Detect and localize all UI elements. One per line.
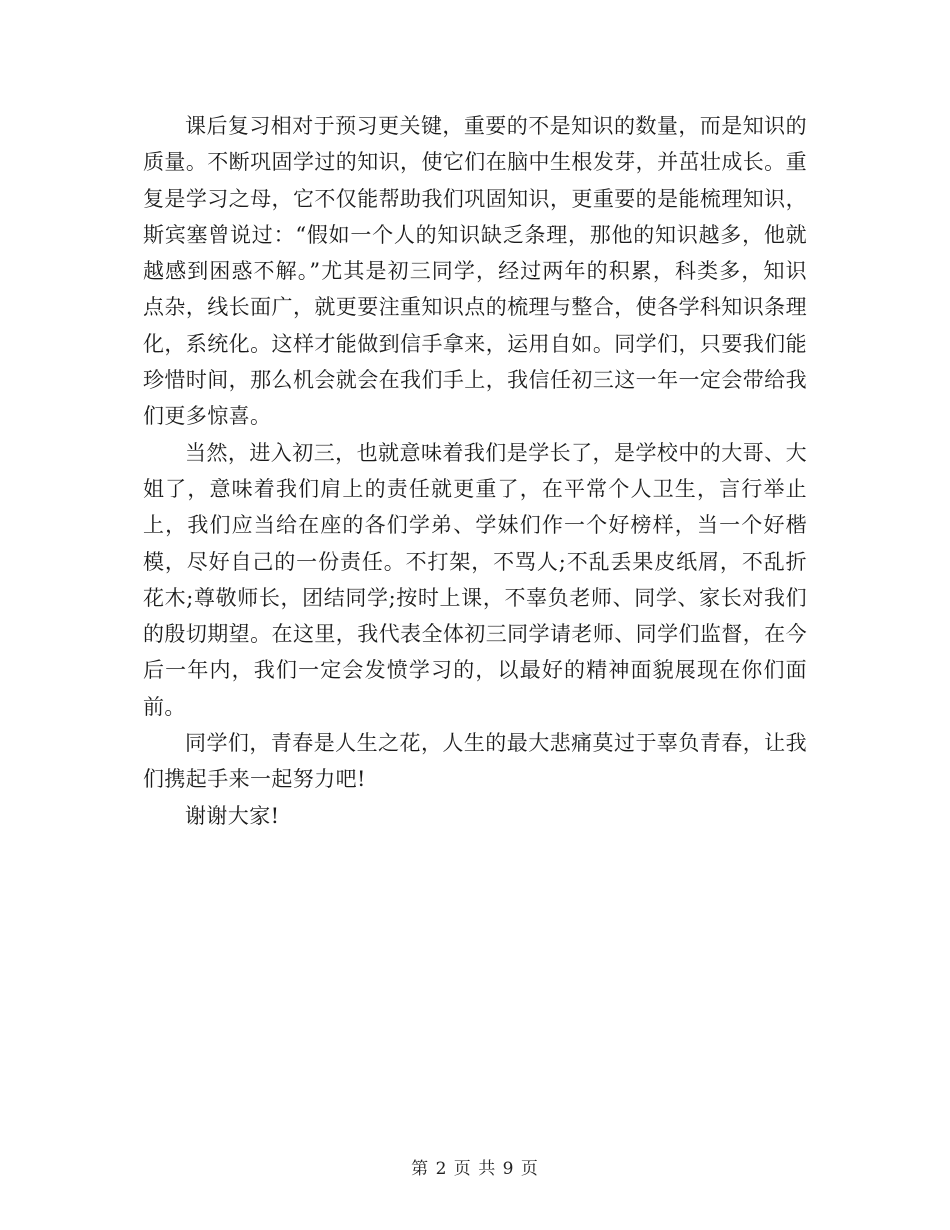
paragraph-thanks: 谢谢大家! — [185, 803, 280, 828]
page-number-footer: 第 2 页 共 9 页 — [411, 1159, 539, 1179]
document-body — [143, 108, 807, 834]
paragraph-responsibility: 当然，进入初三，也就意味着我们是学长了，是学校中的大哥、大姐了，意味着我们肩上的责任就更重了，在平常个人卫生，言行举止上，我们应当给在座的各们学弟、学妹们作一个好榜样，当一个好楷模，尽好自己的一份责任。不打架，不骂人;不乱丢果皮纸屑，不乱折花木;尊敬师长，团结同学;按时上课，不辜负老师、同学、家长对我们的殷切期望。在这里，我代表全体初三同学请老师、同学们监督，在今后一年内，我们一定会发愤学习的，以最好的精神面貌展现在你们面前。 — [143, 440, 807, 719]
paragraph-youth: 同学们，青春是人生之花，人生的最大悲痛莫过于辜负青春，让我们携起手来一起努力吧! — [143, 731, 807, 792]
paragraph-review: 课后复习相对于预习更关键，重要的不是知识的数量，而是知识的质量。不断巩固学过的知识，使它们在脑中生根发芽，并茁壮成长。重复是学习之母，它不仅能帮助我们巩固知识，更重要的是能梳理知识，斯宾塞曾说过：“假如一个人的知识缺乏条理，那他的知识越多，他就越感到困惑不解。”尤其是初三同学，经过两年的积累，科类多，知识点杂，线长面广，就更要注重知识点的梳理与整合，使各学科知识条理化，系统化。这样才能做到信手拿来，运用自如。同学们，只要我们能珍惜时间，那么机会就会在我们手上，我信任初三这一年一定会带给我们更多惊喜。 — [143, 114, 807, 429]
